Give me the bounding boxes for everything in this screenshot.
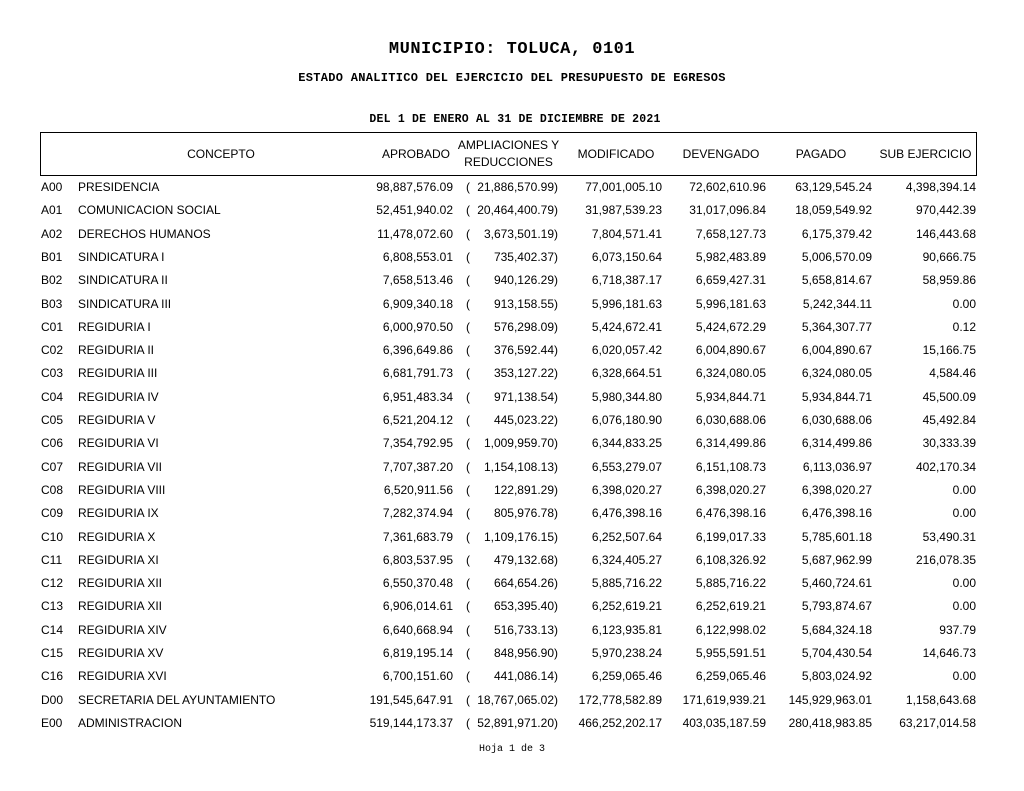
row-concepto: SINDICATURA II (78, 273, 168, 288)
row-sub-ejercicio: 45,500.09 (922, 389, 976, 404)
header-ampliaciones-line2: REDUCCIONES (464, 155, 553, 169)
row-pagado: 5,793,874.67 (801, 599, 872, 614)
row-pagado: 280,418,983.85 (788, 715, 872, 730)
row-modificado: 5,996,181.63 (591, 296, 662, 311)
row-code: B01 (41, 249, 63, 264)
row-sub-ejercicio: 0.00 (952, 296, 976, 311)
row-concepto: REGIDURIA XV (78, 646, 164, 660)
row-concepto: REGIDURIA VII (78, 459, 163, 474)
row-code: A01 (41, 203, 63, 218)
row-aprobado: 6,550,370.48 (382, 576, 453, 591)
header-modificado: MODIFICADO (577, 146, 655, 161)
row-aprobado: 98,887,576.09 (376, 180, 453, 194)
row-devengado: 31,017,096.84 (689, 203, 766, 218)
row-modificado: 6,073,150.64 (591, 249, 662, 264)
row-modificado: 5,424,672.41 (591, 319, 662, 334)
row-modificado: 77,001,005.10 (585, 180, 662, 194)
row-sub-ejercicio: 45,492.84 (922, 413, 976, 427)
row-devengado: 6,030,688.06 (695, 413, 766, 427)
row-pagado: 5,684,324.18 (801, 622, 872, 637)
row-aprobado: 6,808,553.01 (382, 249, 453, 264)
row-ampliaciones: 735,402.37) (493, 249, 558, 264)
row-ampliaciones-paren: ( (466, 319, 470, 334)
row-code: A02 (41, 226, 63, 241)
report-subtitle: ESTADO ANALITICO DEL EJERCICIO DEL PRESUPUESTO DE EGRESOS (298, 71, 726, 85)
row-aprobado: 6,700,151.60 (382, 669, 453, 684)
row-ampliaciones: 1,009,959.70) (483, 436, 558, 451)
header-sub-ejercicio: SUB EJERCICIO (879, 146, 972, 161)
row-concepto: ADMINISTRACION (78, 715, 183, 730)
row-sub-ejercicio: 53,490.31 (922, 529, 976, 544)
row-ampliaciones-paren: ( (466, 646, 470, 660)
row-devengado: 171,619,939.21 (682, 692, 766, 707)
row-concepto: REGIDURIA IX (78, 506, 159, 521)
table-row (0, 316, 1024, 339)
table-row (0, 339, 1024, 362)
row-aprobado: 7,361,683.79 (382, 529, 453, 544)
row-ampliaciones-paren: ( (466, 482, 470, 497)
table-row (0, 176, 1024, 199)
row-code: C06 (41, 436, 64, 451)
row-ampliaciones-paren: ( (466, 459, 470, 474)
row-pagado: 6,004,890.67 (801, 343, 872, 358)
header-ampliaciones-line1: AMPLIACIONES Y (457, 138, 560, 152)
row-aprobado: 6,000,970.50 (382, 319, 453, 334)
row-aprobado: 6,803,537.95 (382, 552, 453, 567)
row-concepto: REGIDURIA VIII (78, 482, 166, 497)
row-code: C09 (41, 506, 64, 521)
row-sub-ejercicio: 1,158,643.68 (905, 692, 976, 707)
row-aprobado: 6,520,911.56 (383, 482, 453, 497)
row-modificado: 6,252,507.64 (591, 529, 662, 544)
row-modificado: 6,344,833.25 (591, 436, 662, 451)
table-row (0, 269, 1024, 292)
row-concepto: SINDICATURA I (78, 249, 165, 264)
row-devengado: 5,885,716.22 (695, 576, 766, 591)
row-ampliaciones: 576,298.09) (493, 319, 558, 334)
row-ampliaciones: 353,127.22) (493, 366, 558, 381)
row-aprobado: 7,658,513.46 (382, 273, 453, 288)
row-devengado: 7,658,127.73 (695, 226, 766, 241)
row-devengado: 5,955,591.51 (695, 646, 766, 660)
row-concepto: REGIDURIA V (78, 413, 156, 427)
row-pagado: 6,476,398.16 (801, 506, 872, 521)
row-modificado: 6,259,065.46 (591, 669, 662, 684)
row-code: C16 (41, 669, 64, 684)
row-devengado: 5,996,181.63 (695, 296, 766, 311)
row-modificado: 6,020,057.42 (591, 343, 662, 358)
row-modificado: 6,553,279.07 (591, 459, 662, 474)
row-concepto: REGIDURIA XI (78, 552, 159, 567)
row-code: B03 (41, 296, 63, 311)
table-row (0, 409, 1024, 432)
row-ampliaciones-paren: ( (466, 413, 470, 427)
table-row (0, 293, 1024, 316)
row-ampliaciones: 122,891.29) (493, 482, 558, 497)
row-devengado: 6,659,427.31 (695, 273, 766, 288)
row-ampliaciones-paren: ( (466, 715, 470, 730)
row-devengado: 6,398,020.27 (695, 482, 766, 497)
row-pagado: 5,658,814.67 (801, 273, 872, 288)
row-pagado: 6,175,379.42 (801, 226, 872, 241)
row-modificado: 6,476,398.16 (591, 506, 662, 521)
table-row (0, 432, 1024, 455)
row-sub-ejercicio: 0.00 (952, 599, 976, 614)
table-row (0, 595, 1024, 618)
row-pagado: 5,934,844.71 (801, 389, 872, 404)
row-devengado: 5,982,483.89 (695, 249, 766, 264)
row-devengado: 6,314,499.86 (695, 436, 766, 451)
row-sub-ejercicio: 402,170.34 (915, 459, 976, 474)
row-ampliaciones: 971,138.54) (493, 389, 558, 404)
row-ampliaciones: 441,086.14) (493, 669, 558, 684)
page-title: MUNICIPIO: TOLUCA, 0101 (388, 40, 636, 59)
row-ampliaciones-paren: ( (466, 203, 470, 218)
row-sub-ejercicio: 0.00 (952, 506, 976, 521)
row-sub-ejercicio: 4,584.46 (929, 366, 976, 381)
row-sub-ejercicio: 58,959.86 (922, 273, 976, 288)
row-code: B02 (41, 273, 63, 288)
row-code: C02 (41, 343, 64, 358)
row-ampliaciones-paren: ( (466, 599, 470, 614)
table-row (0, 502, 1024, 525)
row-modificado: 5,885,716.22 (591, 576, 662, 591)
row-concepto: REGIDURIA XVI (78, 669, 167, 684)
row-ampliaciones-paren: ( (466, 669, 470, 684)
row-ampliaciones-paren: ( (466, 249, 470, 264)
row-concepto: REGIDURIA I (78, 319, 151, 334)
table-row (0, 549, 1024, 572)
row-sub-ejercicio: 146,443.68 (915, 226, 976, 241)
row-ampliaciones-paren: ( (466, 692, 470, 707)
row-devengado: 6,259,065.46 (695, 669, 766, 684)
table-row (0, 642, 1024, 665)
row-aprobado: 6,640,668.94 (382, 622, 453, 637)
table-row (0, 665, 1024, 688)
table-row (0, 526, 1024, 549)
row-sub-ejercicio: 937.79 (939, 622, 976, 637)
row-aprobado: 6,906,014.61 (382, 599, 453, 614)
header-devengado: DEVENGADO (682, 146, 760, 161)
row-ampliaciones-paren: ( (466, 576, 470, 591)
row-code: C08 (41, 482, 64, 497)
row-pagado: 5,006,570.09 (801, 249, 872, 264)
row-code: C15 (41, 646, 64, 660)
row-modificado: 5,980,344.80 (591, 389, 662, 404)
table-row (0, 689, 1024, 712)
row-aprobado: 6,909,340.18 (382, 296, 453, 311)
row-aprobado: 6,681,791.73 (382, 366, 453, 381)
row-ampliaciones-paren: ( (466, 622, 470, 637)
table-row (0, 223, 1024, 246)
row-code: C13 (41, 599, 64, 614)
row-pagado: 5,704,430.54 (801, 646, 872, 660)
row-modificado: 172,778,582.89 (578, 692, 662, 707)
row-devengado: 6,122,998.02 (695, 622, 766, 637)
row-aprobado: 11,478,072.60 (377, 226, 453, 241)
row-ampliaciones: 516,733.13) (493, 622, 558, 637)
row-pagado: 6,398,020.27 (801, 482, 872, 497)
row-devengado: 6,252,619.21 (695, 599, 766, 614)
row-concepto: REGIDURIA VI (78, 436, 159, 451)
table-row (0, 456, 1024, 479)
row-ampliaciones: 653,395.40) (493, 599, 558, 614)
row-code: C01 (41, 319, 64, 334)
row-pagado: 5,460,724.61 (801, 576, 872, 591)
row-code: C05 (41, 413, 64, 427)
row-devengado: 6,324,080.05 (695, 366, 766, 381)
table-row (0, 362, 1024, 385)
row-ampliaciones: 376,592.44) (493, 343, 558, 358)
row-pagado: 6,030,688.06 (801, 413, 872, 427)
table-row (0, 619, 1024, 642)
row-devengado: 6,199,017.33 (695, 529, 766, 544)
row-code: A00 (41, 180, 63, 194)
row-sub-ejercicio: 0.00 (952, 482, 976, 497)
report-period: DEL 1 DE ENERO AL 31 DE DICIEMBRE DE 2021 (369, 113, 661, 126)
row-ampliaciones: 52,891,971.20) (477, 715, 558, 730)
row-sub-ejercicio: 216,078.35 (915, 552, 976, 567)
row-aprobado: 7,282,374.94 (382, 506, 453, 521)
row-ampliaciones: 20,464,400.79) (477, 203, 558, 218)
header-pagado: PAGADO (795, 146, 847, 161)
row-ampliaciones-paren: ( (466, 529, 470, 544)
row-code: C14 (41, 622, 64, 637)
row-devengado: 6,004,890.67 (695, 343, 766, 358)
row-sub-ejercicio: 4,398,394.14 (905, 180, 976, 194)
row-devengado: 403,035,187.59 (682, 715, 766, 730)
row-ampliaciones: 940,126.29) (493, 273, 558, 288)
row-sub-ejercicio: 0.00 (952, 669, 976, 684)
row-code: C07 (41, 459, 64, 474)
row-ampliaciones: 18,767,065.02) (477, 692, 558, 707)
table-row (0, 386, 1024, 409)
row-devengado: 6,151,108.73 (695, 459, 766, 474)
row-pagado: 5,803,024.92 (801, 669, 872, 684)
row-aprobado: 6,396,649.86 (382, 343, 453, 358)
row-ampliaciones: 913,158.55) (493, 296, 558, 311)
row-ampliaciones-paren: ( (466, 296, 470, 311)
row-ampliaciones-paren: ( (466, 180, 470, 194)
header-concepto: CONCEPTO (187, 146, 255, 161)
table-row (0, 712, 1024, 735)
row-ampliaciones-paren: ( (466, 366, 470, 381)
row-concepto: SINDICATURA III (78, 296, 172, 311)
row-devengado: 6,476,398.16 (695, 506, 766, 521)
row-ampliaciones-paren: ( (466, 552, 470, 567)
row-modificado: 6,252,619.21 (591, 599, 662, 614)
row-ampliaciones: 805,976.78) (493, 506, 558, 521)
row-code: D00 (41, 692, 64, 707)
row-modificado: 466,252,202.17 (578, 715, 662, 730)
row-sub-ejercicio: 90,666.75 (922, 249, 976, 264)
row-modificado: 6,328,664.51 (591, 366, 662, 381)
row-modificado: 6,076,180.90 (591, 413, 662, 427)
row-ampliaciones-paren: ( (466, 226, 470, 241)
row-sub-ejercicio: 63,217,014.58 (899, 715, 976, 730)
row-aprobado: 7,354,792.95 (382, 436, 453, 451)
row-devengado: 6,108,326.92 (695, 552, 766, 567)
row-sub-ejercicio: 30,333.39 (922, 436, 976, 451)
row-aprobado: 7,707,387.20 (382, 459, 453, 474)
row-ampliaciones: 1,154,108.13) (483, 459, 558, 474)
row-pagado: 6,314,499.86 (801, 436, 872, 451)
row-concepto: REGIDURIA IV (78, 389, 159, 404)
header-aprobado: APROBADO (381, 146, 450, 161)
table-row (0, 572, 1024, 595)
row-modificado: 6,718,387.17 (591, 273, 662, 288)
row-devengado: 5,934,844.71 (695, 389, 766, 404)
row-ampliaciones-paren: ( (466, 506, 470, 521)
table-row (0, 479, 1024, 502)
row-pagado: 18,059,549.92 (795, 203, 872, 218)
row-aprobado: 191,545,647.91 (369, 692, 453, 707)
page-footer: Hoja 1 de 3 (478, 744, 545, 755)
row-concepto: SECRETARIA DEL AYUNTAMIENTO (78, 692, 276, 707)
row-code: C04 (41, 389, 64, 404)
row-modificado: 6,398,020.27 (591, 482, 662, 497)
row-code: E00 (41, 715, 63, 730)
row-concepto: DERECHOS HUMANOS (78, 226, 211, 241)
row-concepto: COMUNICACION SOCIAL (78, 203, 221, 218)
row-ampliaciones: 1,109,176.15) (483, 529, 558, 544)
row-aprobado: 6,819,195.14 (382, 646, 453, 660)
row-ampliaciones-paren: ( (466, 436, 470, 451)
row-code: C11 (41, 552, 63, 567)
row-pagado: 5,785,601.18 (801, 529, 872, 544)
row-modificado: 7,804,571.41 (591, 226, 662, 241)
row-pagado: 63,129,545.24 (795, 180, 872, 194)
row-pagado: 5,242,344.11 (802, 296, 872, 311)
header-ampliaciones (456, 133, 561, 175)
row-sub-ejercicio: 15,166.75 (922, 343, 976, 358)
row-ampliaciones: 664,654.26) (493, 576, 558, 591)
table-row (0, 199, 1024, 222)
row-ampliaciones: 3,673,501.19) (483, 226, 558, 241)
row-modificado: 5,970,238.24 (591, 646, 662, 660)
row-sub-ejercicio: 14,646.73 (922, 646, 976, 660)
row-sub-ejercicio: 0.12 (952, 319, 976, 334)
row-concepto: PRESIDENCIA (78, 180, 160, 194)
row-pagado: 5,364,307.77 (801, 319, 872, 334)
row-modificado: 6,123,935.81 (591, 622, 662, 637)
row-modificado: 31,987,539.23 (585, 203, 662, 218)
row-concepto: REGIDURIA III (78, 366, 158, 381)
row-concepto: REGIDURIA XII (78, 599, 163, 614)
row-ampliaciones: 21,886,570.99) (477, 180, 558, 194)
row-pagado: 6,324,080.05 (801, 366, 872, 381)
row-ampliaciones-paren: ( (466, 343, 470, 358)
row-aprobado: 519,144,173.37 (369, 715, 453, 730)
row-aprobado: 6,521,204.12 (382, 413, 453, 427)
row-code: C12 (41, 576, 64, 591)
row-devengado: 5,424,672.29 (695, 319, 766, 334)
row-devengado: 72,602,610.96 (689, 180, 766, 194)
row-aprobado: 52,451,940.02 (376, 203, 453, 218)
row-aprobado: 6,951,483.34 (382, 389, 453, 404)
row-code: C03 (41, 366, 64, 381)
row-sub-ejercicio: 970,442.39 (915, 203, 976, 218)
table-header (40, 132, 977, 176)
row-ampliaciones: 479,132.68) (493, 552, 558, 567)
row-pagado: 6,113,036.97 (802, 459, 872, 474)
row-pagado: 5,687,962.99 (801, 552, 872, 567)
row-sub-ejercicio: 0.00 (952, 576, 976, 591)
row-pagado: 145,929,963.01 (788, 692, 872, 707)
row-concepto: REGIDURIA XII (78, 576, 163, 591)
row-modificado: 6,324,405.27 (591, 552, 662, 567)
row-concepto: REGIDURIA II (78, 343, 155, 358)
table-row (0, 246, 1024, 269)
row-concepto: REGIDURIA X (78, 529, 156, 544)
row-code: C10 (41, 529, 64, 544)
row-ampliaciones-paren: ( (466, 389, 470, 404)
row-ampliaciones-paren: ( (466, 273, 470, 288)
row-concepto: REGIDURIA XIV (78, 622, 167, 637)
row-ampliaciones: 848,956.90) (493, 646, 558, 660)
row-ampliaciones: 445,023.22) (493, 413, 558, 427)
